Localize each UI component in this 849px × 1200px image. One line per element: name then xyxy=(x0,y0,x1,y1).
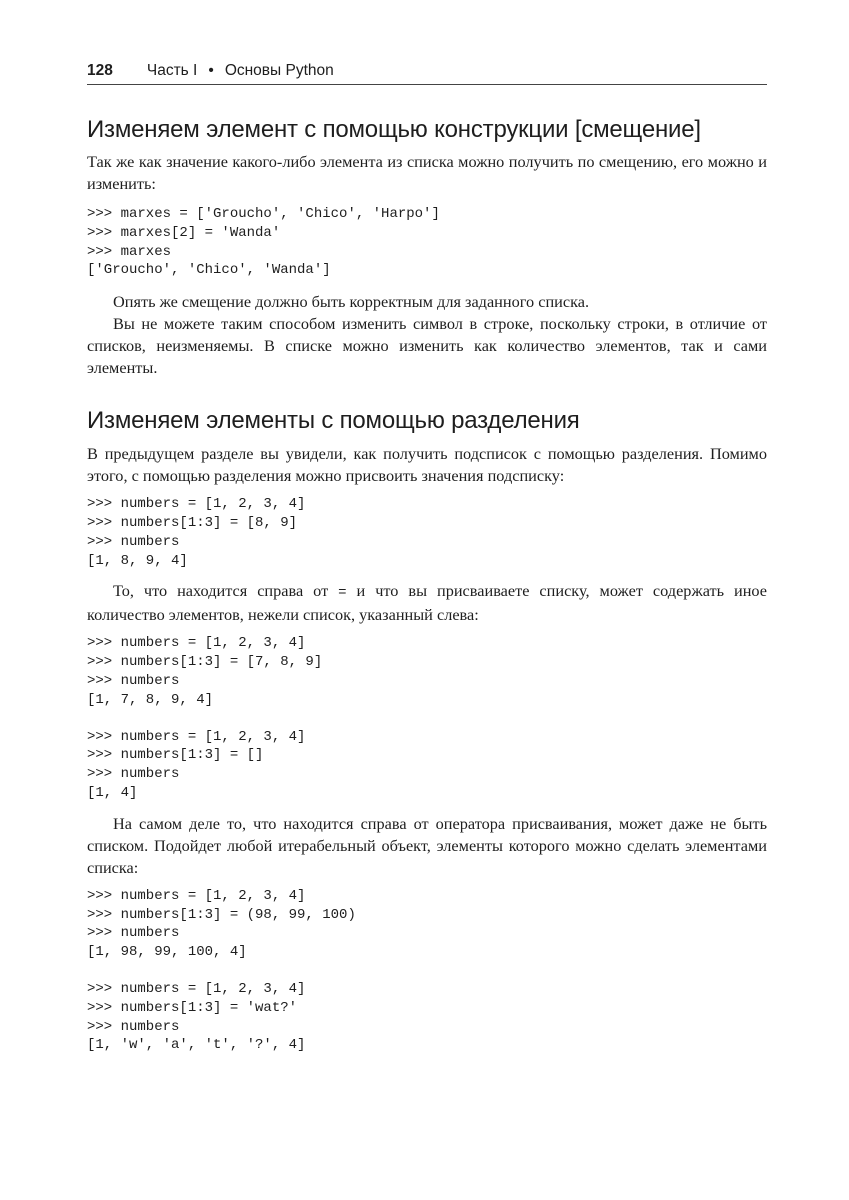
para-rhs-after: и что вы присваиваете списку, может содержать иное количество элементов, нежели список, указанный слева: xyxy=(87,581,767,625)
book-page xyxy=(87,62,767,1055)
code-block-slice-1: >>> numbers = [1, 2, 3, 4] >>> numbers[1:3] = [8, 9] >>> numbers [1, 8, 9, 4] xyxy=(87,496,306,569)
section-heading-offset: Изменяем элемент с помощью конструкции [смещение] xyxy=(87,116,701,143)
section2-para-rhs xyxy=(87,580,767,626)
section-heading-slice: Изменяем элементы с помощью разделения xyxy=(87,407,580,435)
inline-code-equals: = xyxy=(338,585,347,602)
chapter-title: Основы Python xyxy=(224,62,334,79)
section2-intro: В предыдущем разделе вы увидели, как получить подсписок с помощью разделения. Помимо этого, с помощью разделения можно присвоить значения подсписку: xyxy=(87,444,767,486)
para-rhs-before: То, что находится справа от xyxy=(113,581,339,601)
page-number: 128 xyxy=(87,62,113,79)
running-header xyxy=(87,62,767,85)
section1-para-immutable: Вы не можете таким способом изменить символ в строке, поскольку строки, в отличие от списков, неизменяемы. В списке можно изменить как количество элементов, так и сами элементы. xyxy=(87,314,767,378)
code-block-slice-4: >>> numbers = [1, 2, 3, 4] >>> numbers[1:3] = (98, 99, 100) >>> numbers [1, 98, 99, 100, 4] xyxy=(87,887,356,961)
section2-para-iterable: На самом деле то, что находится справа от оператора присваивания, может даже не быть списком. Подойдет любой итерабельный объект, элементы которого можно сделать элементами списка: xyxy=(87,813,767,877)
code-block-slice-3: >>> numbers = [1, 2, 3, 4] >>> numbers[1:3] = [] >>> numbers [1, 4] xyxy=(87,728,306,801)
section1-para-offset-valid: Опять же смещение должно быть корректным для заданного списка. xyxy=(113,292,590,312)
section1-intro: Так же как значение какого-либо элемента из списка можно получить по смещению, его можно и изменить: xyxy=(87,152,767,193)
code-block-marxes: >>> marxes = ['Groucho', 'Chico', 'Harpo'] >>> marxes[2] = 'Wanda' >>> marxes ['Groucho', 'Chico', 'Wanda'] xyxy=(87,206,440,279)
part-label: Часть I xyxy=(146,62,198,79)
header-separator: • xyxy=(208,62,214,79)
code-block-slice-2: >>> numbers = [1, 2, 3, 4] >>> numbers[1:3] = [7, 8, 9] >>> numbers [1, 7, 8, 9, 4] xyxy=(87,635,323,708)
code-block-slice-5: >>> numbers = [1, 2, 3, 4] >>> numbers[1:3] = 'wat?' >>> numbers [1, 'w', 'a', 't', '?', 4] xyxy=(87,980,306,1054)
